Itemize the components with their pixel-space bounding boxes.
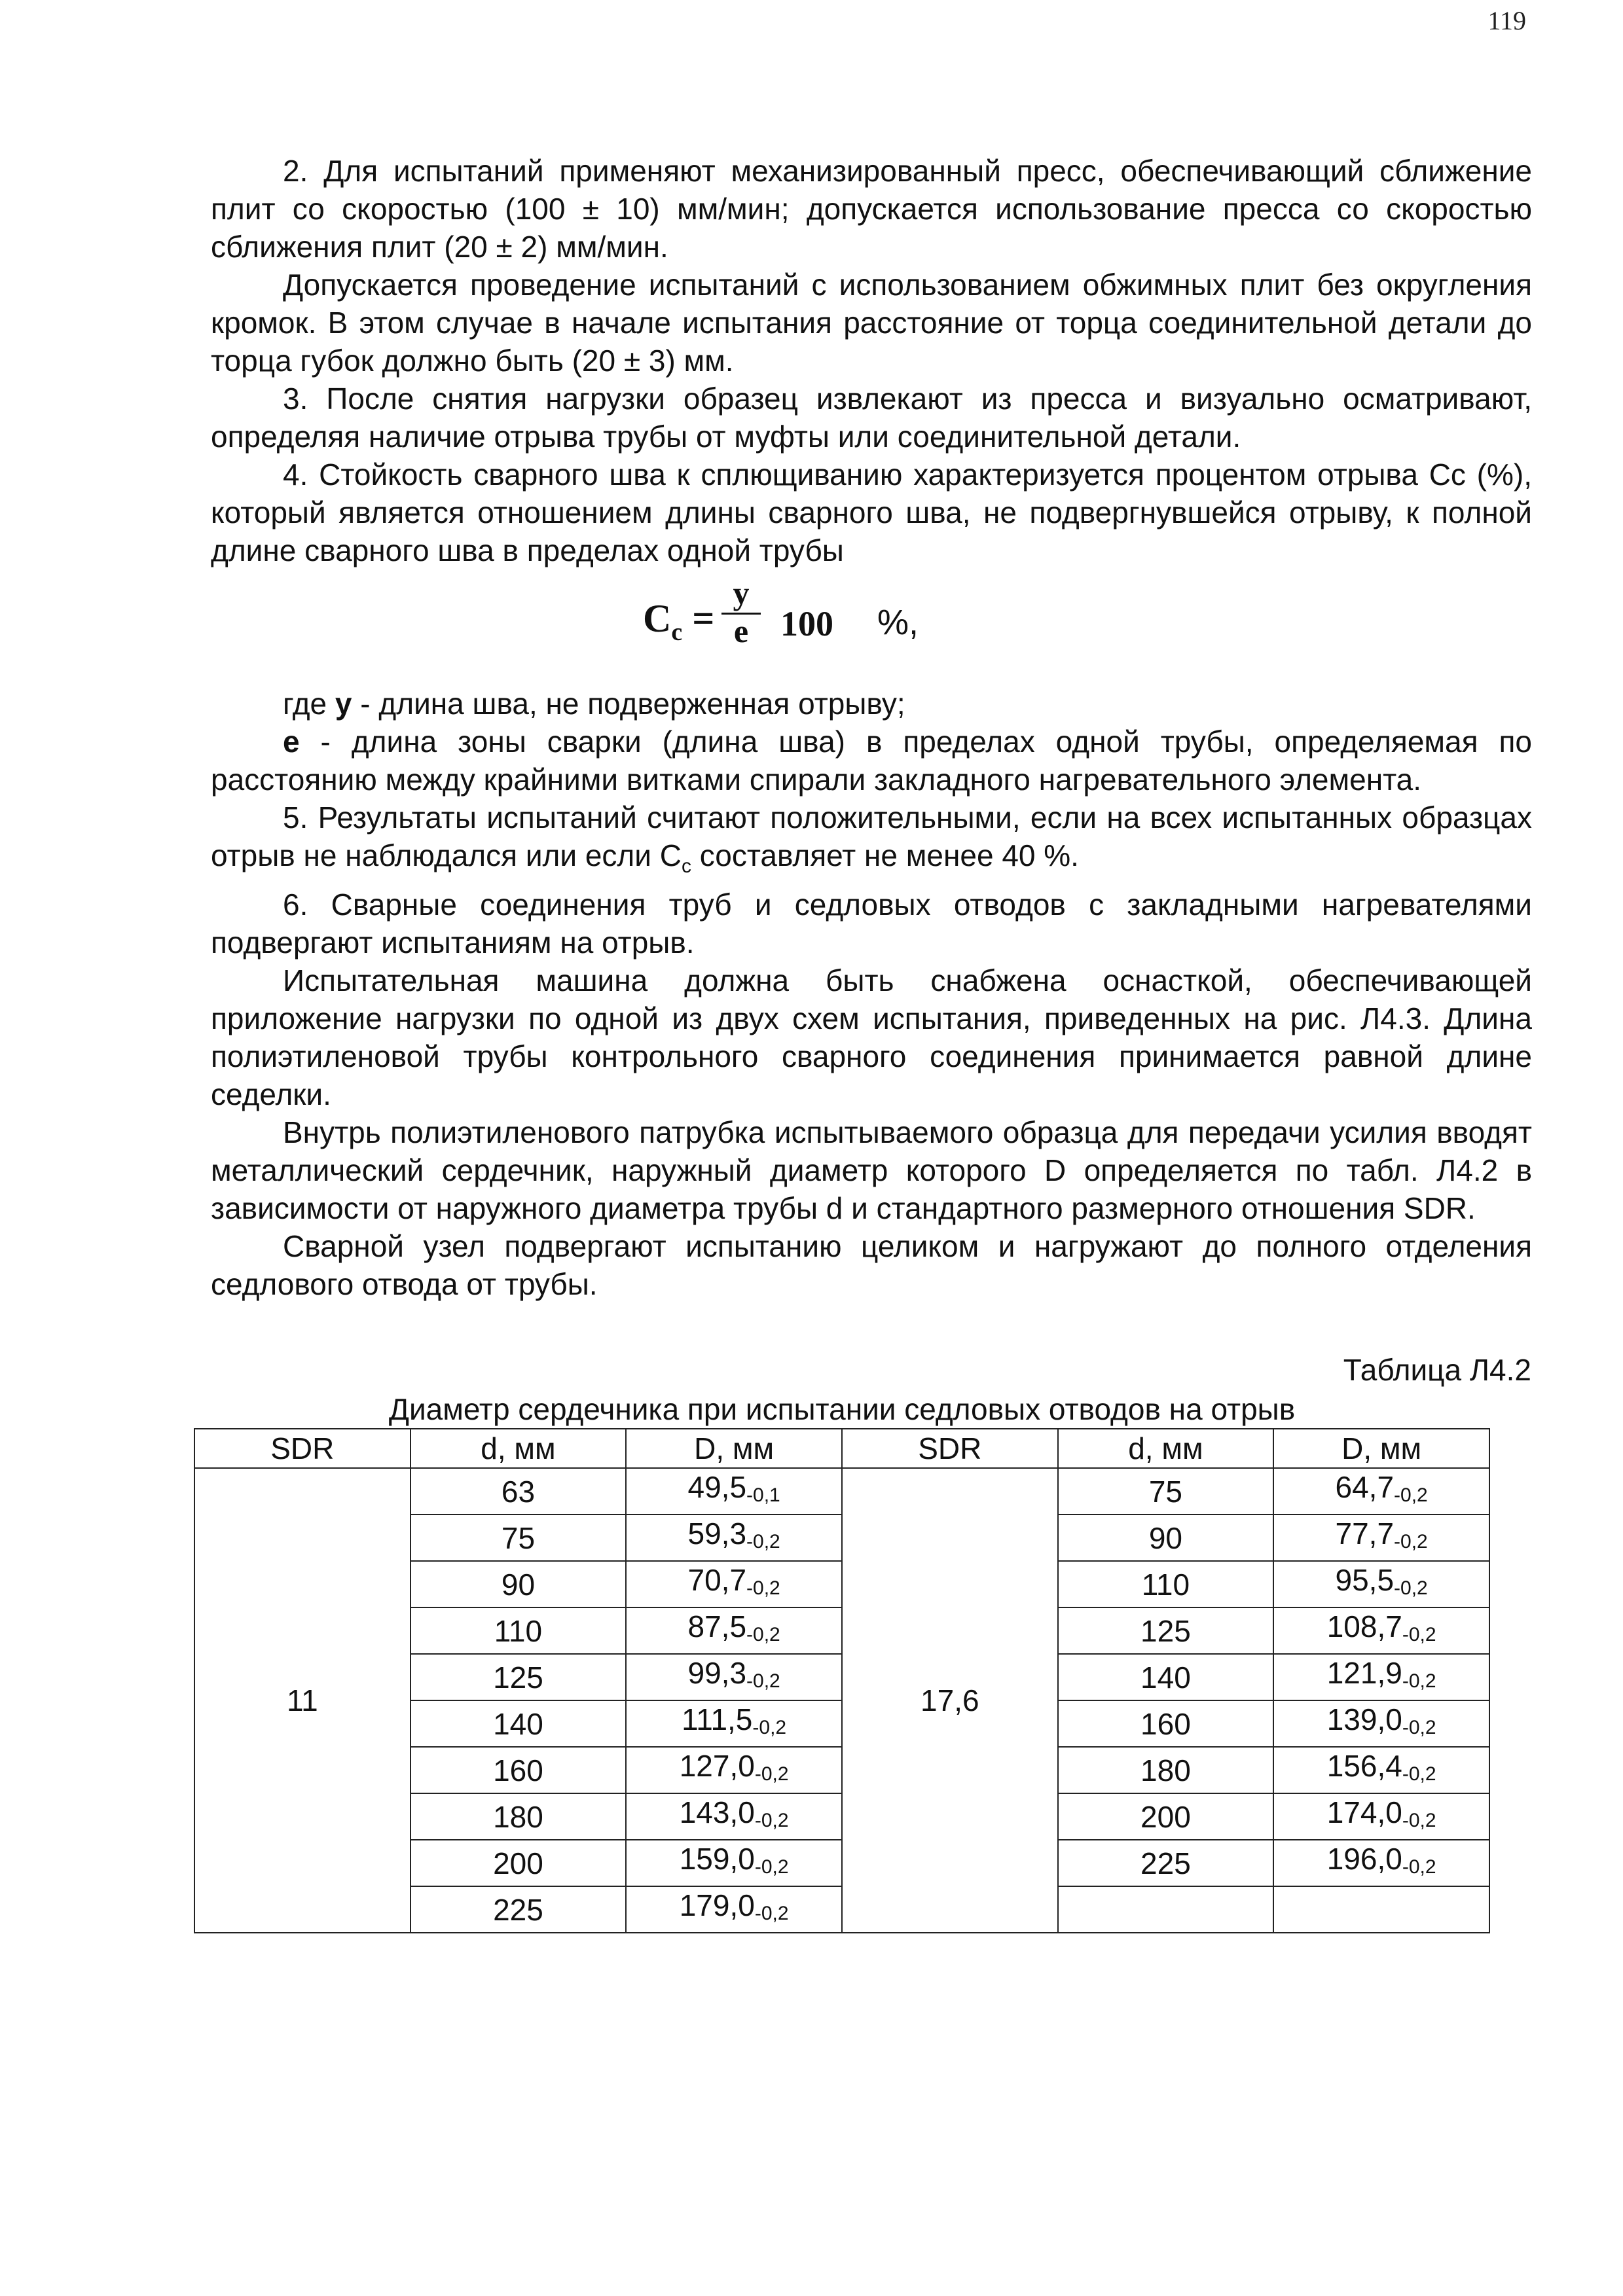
cell-D-left: $59,3_{-0,2}$: [626, 1515, 842, 1561]
cell-D-left: $49,5_{-0,1}$: [626, 1468, 842, 1515]
paragraph-inspection: 3. После снятия нагрузки образец извлекают из пресса и визуально осматривают, определяя наличие отрыва трубы от муфты или соединительной детали.: [211, 382, 1532, 454]
cell-D-left: $143,0_{-0,2}$: [626, 1793, 842, 1840]
paragraph-saddle-test: 6. Сварные соединения труб и седловых отводов с закладными нагревателями подвергают испытаниям на отрыв.: [211, 888, 1532, 960]
cell-D-left: $179,0_{-0,2}$: [626, 1886, 842, 1933]
table-caption: Диаметр сердечника при испытании седловых отводов на отрыв: [388, 1392, 1296, 1426]
cell-sdr-left: 11: [194, 1468, 410, 1933]
paragraph-press: 2. Для испытаний применяют механизированный пресс, обеспечивающий сближение плит со скоростью (100 ± 10) мм/мин; допускается использование пресса со скоростью сближения плит (20 ± 2) мм/мин.: [211, 154, 1532, 264]
cell-D-right: $108,7_{-0,2}$: [1273, 1607, 1489, 1654]
cell-d-left: 63: [410, 1468, 627, 1515]
core-diameter-table: [194, 1428, 1490, 1933]
formula: [211, 573, 1532, 665]
cell-d-left: 160: [410, 1747, 627, 1793]
table-body: [194, 1468, 1489, 1933]
cell-d-left: 225: [410, 1886, 627, 1933]
cell-d-right: 75: [1058, 1468, 1274, 1515]
cell-D-right: $196,0_{-0,2}$: [1273, 1840, 1489, 1886]
table-row: [194, 1468, 1489, 1515]
paragraph-resistance: 4. Стойкость сварного шва к сплющиванию характеризуется процентом отрыва Сс (%), который является отношением длины сварного шва, не подвергнувшейся отрыву, к полной длине сварного шва в пределах одной трубы: [211, 457, 1532, 567]
page-number: 119: [1487, 6, 1526, 35]
paragraph-plates: Допускается проведение испытаний с использованием обжимных плит без округления кромок. В этом случае в начале испытания расстояние от торца соединительной детали до торца губок должно быть (20 ± 3) мм.: [211, 268, 1532, 378]
paragraph-loading: Сварной узел подвергают испытанию целиком и нагружают до полного отделения седлового отвода от трубы.: [211, 1229, 1532, 1302]
cell-d-left: 180: [410, 1793, 627, 1840]
cell-D-right: $77,7_{-0,2}$: [1273, 1515, 1489, 1561]
cell-D-left: $70,7_{-0,2}$: [626, 1561, 842, 1607]
cell-D-right: $174,0_{-0,2}$: [1273, 1793, 1489, 1840]
cell-d-left: 200: [410, 1840, 627, 1886]
cell-d-left: 125: [410, 1654, 627, 1700]
formula-unit: %,: [877, 603, 919, 642]
header-D: D, мм: [626, 1429, 842, 1468]
cell-d-right: 180: [1058, 1747, 1274, 1793]
cell-D-left: $111,5_{-0,2}$: [626, 1700, 842, 1747]
cell-D-left: $159,0_{-0,2}$: [626, 1840, 842, 1886]
cell-d-right: 200: [1058, 1793, 1274, 1840]
header-sdr: SDR: [194, 1429, 410, 1468]
definition-y: где у - длина шва, не подверженная отрыву;: [283, 687, 905, 721]
formula-fraction: [721, 573, 761, 647]
formula-lhs: $C_c$ =: [643, 597, 715, 646]
cell-D-left: $127,0_{-0,2}$: [626, 1747, 842, 1793]
formula-factor: 100: [780, 604, 833, 643]
cell-D-right: [1273, 1886, 1489, 1933]
formula-numerator: y: [733, 575, 750, 611]
cell-D-left: $99,3_{-0,2}$: [626, 1654, 842, 1700]
cell-d-left: 90: [410, 1561, 627, 1607]
paragraph-machine: Испытательная машина должна быть снабжена оснасткой, обеспечивающей приложение нагрузки по одной из двух схем испытания, приведенных на рис. Л4.3. Длина полиэтиленовой трубы контрольного сварного соединения принимается равной длине седелки.: [211, 963, 1532, 1112]
cell-d-right: 110: [1058, 1561, 1274, 1607]
table-label: Таблица Л4.2: [1343, 1353, 1531, 1387]
cell-D-right: $64,7_{-0,2}$: [1273, 1468, 1489, 1515]
cell-d-right: 140: [1058, 1654, 1274, 1700]
header-d: d, мм: [1058, 1429, 1274, 1468]
cell-d-right: 160: [1058, 1700, 1274, 1747]
table-header-row: [194, 1429, 1489, 1468]
header-d: d, мм: [410, 1429, 627, 1468]
cell-D-right: $156,4_{-0,2}$: [1273, 1747, 1489, 1793]
cell-D-right: $139,0_{-0,2}$: [1273, 1700, 1489, 1747]
paragraph-core: Внутрь полиэтиленового патрубка испытываемого образца для передачи усилия вводят металлический сердечник, наружный диаметр которого D определяется по табл. Л4.2 в зависимости от наружного диаметра трубы d и стандартного размерного отношения SDR.: [211, 1115, 1532, 1226]
cell-d-left: 110: [410, 1607, 627, 1654]
cell-d-left: 140: [410, 1700, 627, 1747]
cell-D-left: $87,5_{-0,2}$: [626, 1607, 842, 1654]
cell-D-right: $121,9_{-0,2}$: [1273, 1654, 1489, 1700]
cell-d-right: 90: [1058, 1515, 1274, 1561]
formula-denominator: e: [733, 613, 749, 649]
cell-d-right: [1058, 1886, 1274, 1933]
cell-d-left: 75: [410, 1515, 627, 1561]
body-text: [211, 152, 1532, 1303]
header-D: D, мм: [1273, 1429, 1489, 1468]
cell-D-right: $95,5_{-0,2}$: [1273, 1561, 1489, 1607]
cell-d-right: 125: [1058, 1607, 1274, 1654]
header-sdr: SDR: [842, 1429, 1058, 1468]
definition-e: е - длина зоны сварки (длина шва) в пределах одной трубы, определяемая по расстоянию между крайними витками спирали закладного нагревательного элемента.: [211, 725, 1532, 797]
cell-d-right: 225: [1058, 1840, 1274, 1886]
paragraph-results: 5. Результаты испытаний считают положительными, если на всех испытанных образцах отрыв не наблюдался или если $С_с$ составляет не менее 40 %.: [211, 800, 1532, 878]
cell-sdr-right: 17,6: [842, 1468, 1058, 1933]
